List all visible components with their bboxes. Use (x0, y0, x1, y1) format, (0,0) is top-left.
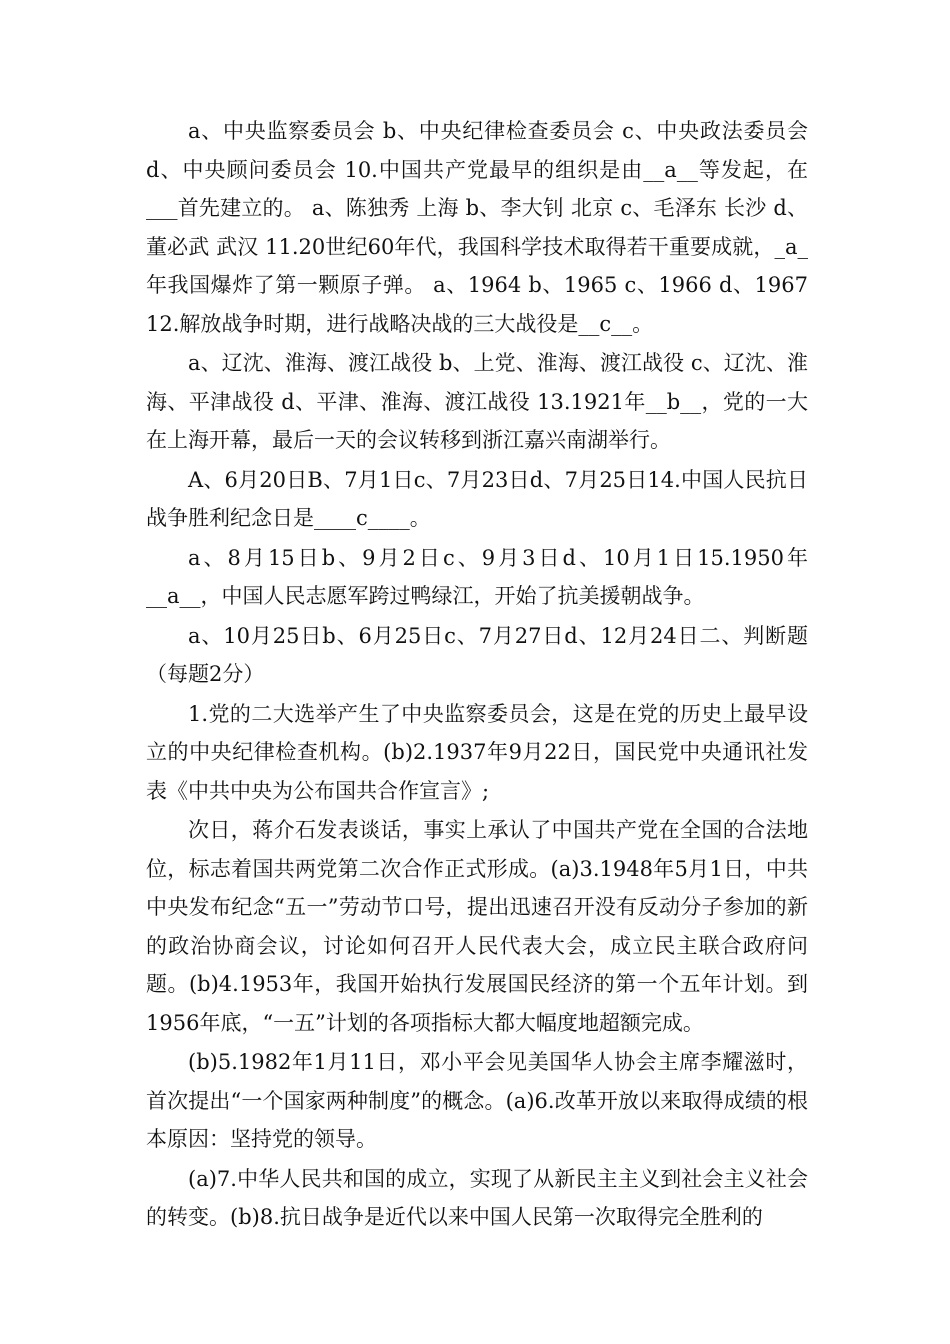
paragraph: 1.党的二大选举产生了中央监察委员会，这是在党的历史上最早设立的中央纪律检查机构。(b)2.1937年9月22日，国民党中央通讯社发表《中共中央为公布国共合作宣言》; (146, 701, 808, 803)
paragraph: (a)7.中华人民共和国的成立，实现了从新民主主义到社会主义社会的转变。(b)8.抗日战争是近代以来中国人民第一次取得完全胜利的 (146, 1166, 808, 1229)
paragraph: a、10月25日b、6月25日c、7月27日d、12月24日二、判断题（每题2分） (146, 623, 808, 686)
document-body (146, 112, 808, 1237)
paragraph: 次日，蒋介石发表谈话，事实上承认了中国共产党在全国的合法地位，标志着国共两党第二次合作正式形成。(a)3.1948年5月1日，中共中央发布纪念“五一”劳动节口号，提出迅速召开没有反动分子参加的新的政治协商会议，讨论如何召开人民代表大会，成立民主联合政府问题。(b)4.1953年，我国开始执行发展国民经济的第一个五年计划。到1956年底，“一五”计划的各项指标大都大幅度地超额完成。 (146, 818, 808, 1035)
paragraph: A、6月20日B、7月1日c、7月23日d、7月25日14.中国人民抗日战争胜利纪念日是____c____。 (146, 467, 808, 530)
paragraph: (b)5.1982年1月11日，邓小平会见美国华人协会主席李耀滋时，首次提出“一个国家两种制度”的概念。(a)6.改革开放以来取得成绩的根本原因：坚持党的领导。 (146, 1050, 808, 1151)
paragraph: a、8月15日b、9月2日c、9月3日d、10月1日15.1950年__a__，中国人民志愿军跨过鸭绿江，开始了抗美援朝战争。 (146, 545, 808, 608)
paragraph: a、中央监察委员会 b、中央纪律检查委员会 c、中央政法委员会 d、中央顾问委员会 10.中国共产党最早的组织是由__a__等发起，在___首先建立的。 a、陈独秀 上海 b、李大钊 北京 c、毛泽东 长沙 d、董必武 武汉 11.20世纪60年代，我国科学技术取得若干重要成就，_a_年我国爆炸了第一颗原子弹。 a、1964 b、1965 c、1966 d、1967 12.解放战争时期，进行战略决战的三大战役是__c__。 (146, 119, 808, 336)
paragraph: a、辽沈、淮海、渡江战役 b、上党、淮海、渡江战役 c、辽沈、淮海、平津战役 d、平津、淮海、渡江战役 13.1921年__b__，党的一大在上海开幕，最后一天的会议转移到浙江嘉兴南湖举行。 (146, 351, 808, 452)
